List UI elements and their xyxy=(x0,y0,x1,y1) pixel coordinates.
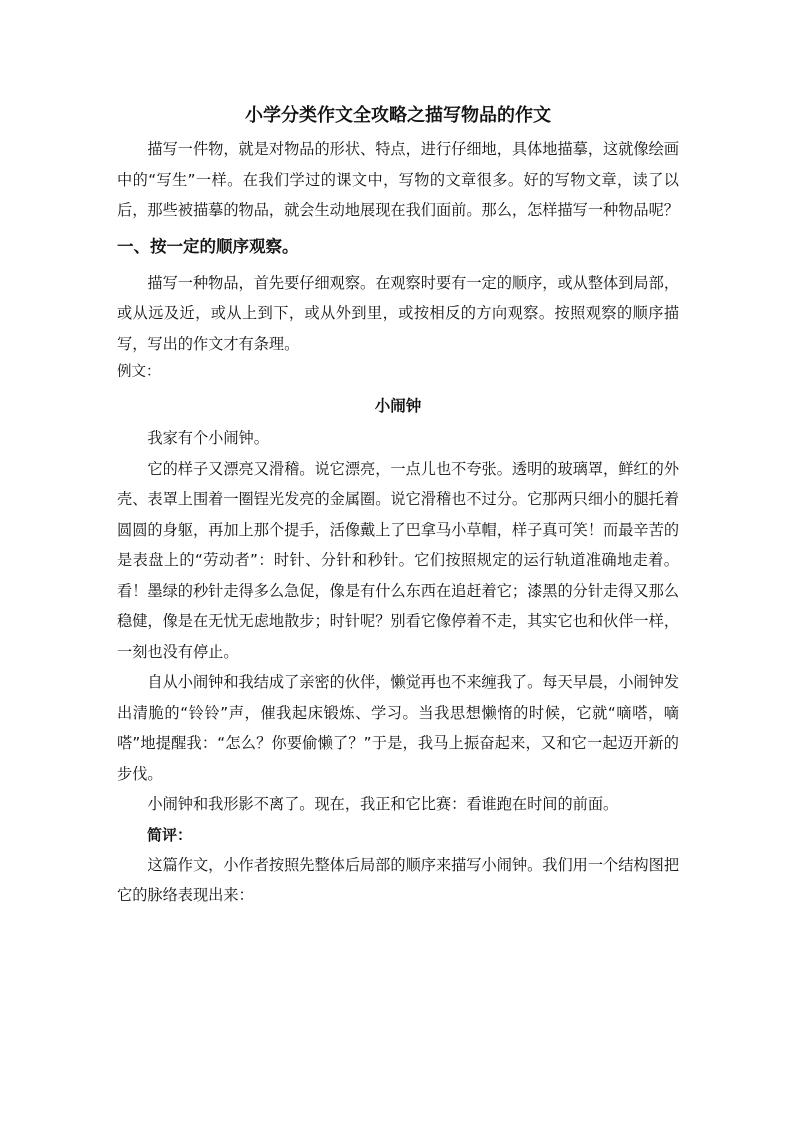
essay-paragraph: 小闹钟和我形影不离了。现在，我正和它比赛：看谁跑在时间的前面。 xyxy=(147,795,619,813)
comment-label: 简评： xyxy=(147,825,193,844)
section-heading: 一、按一定的顺序观察。 xyxy=(117,236,299,256)
essay-title: 小闹钟 xyxy=(374,397,422,415)
document-content xyxy=(117,100,679,911)
section-body: 描写一种物品，首先要仔细观察。在观察时要有一定的顺序，或从整体到局部，或从远及近，或从上到下，或从外到里，或按相反的方向观察。按照观察的顺序描写，写出的作文才有条理。 xyxy=(117,273,679,353)
essay-paragraph: 自从小闹钟和我结成了亲密的伙伴，懒觉再也不来缠我了。每天早晨，小闹钟发出清脆的“铃铃”声，催我起床锻炼、学习。当我思想懒惰的时候，它就“嘀嗒，嘀嗒”地提醒我：“怎么？你要偷懒了？”于是，我马上振奋起来，又和它一起迈开新的步伐。 xyxy=(117,673,679,783)
essay-paragraph: 我家有个小闹钟。 xyxy=(147,429,269,447)
document-title: 小学分类作文全攻略之描写物品的作文 xyxy=(245,105,551,126)
essay-paragraph: 它的样子又漂亮又滑稽。说它漂亮，一点儿也不夸张。透明的玻璃罩，鲜红的外壳、表罩上围着一圈锃光发亮的金属圈。说它滑稽也不过分。它那两只细小的腿托着圆圆的身躯，再加上那个提手，活像戴上了巴拿马小草帽，样子真可笑！而最辛苦的是表盘上的“劳动者”：时针、分针和秒针。它们按照规定的运行轨道准确地走着。看！墨绿的秒针走得多么急促，像是有什么东西在追赶着它；漆黑的分针走得又那么稳健，像是在无忧无虑地散步；时针呢？别看它像停着不走，其实它也和伙伴一样，一刻也没有停止。 xyxy=(117,459,679,661)
comment-body: 这篇作文，小作者按照先整体后局部的顺序来描写小闹钟。我们用一个结构图把它的脉络表现出来： xyxy=(117,855,679,904)
example-label: 例文： xyxy=(117,364,161,380)
intro-paragraph: 描写一件物，就是对物品的形状、特点，进行仔细地，具体地描摹，这就像绘画中的“写生”一样。在我们学过的课文中，写物的文章很多。好的写物文章，读了以后，那些被描摹的物品，就会生动地展现在我们面前。那么，怎样描写一种物品呢？ xyxy=(117,140,679,219)
